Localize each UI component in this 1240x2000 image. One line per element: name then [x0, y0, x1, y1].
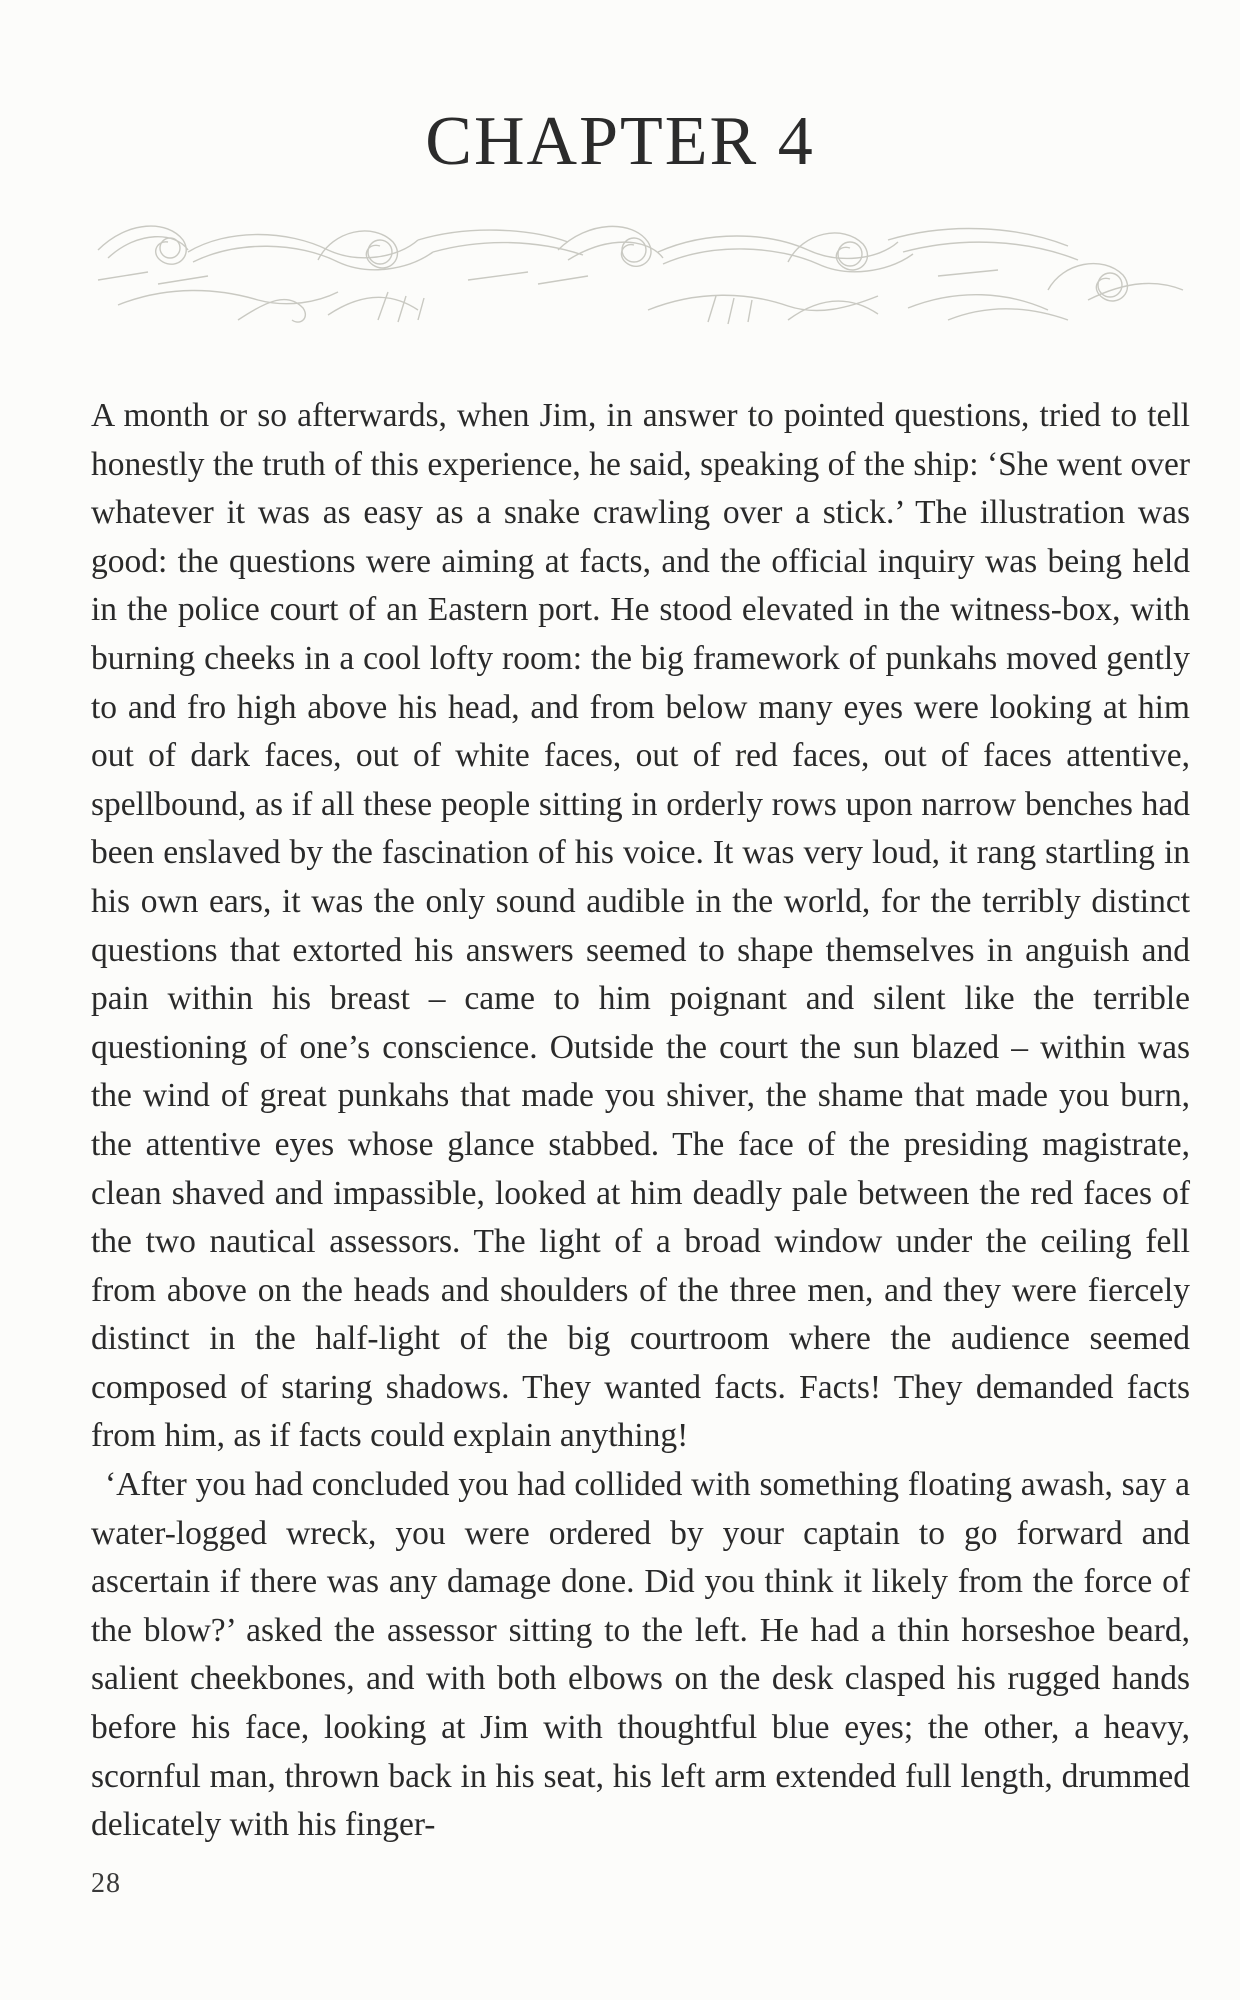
- page-number: 28: [91, 1868, 121, 1899]
- chapter-body: [91, 392, 1190, 1850]
- paragraph-1: A month or so afterwards, when Jim, in answer to pointed questions, tried to tell honestly the truth of this experience, he said, speaking of the ship: ‘She went over whatever it was as easy as a snake crawling over a stick.’ The illustration was good: the questions were aiming at facts, and the official inquiry was being held in the police court of an Eastern port. He stood elevated in the witness-box, with burning cheeks in a cool lofty room: the big framework of punkahs moved gently to and fro high above his head, and from below many eyes were looking at him out of dark faces, out of white faces, out of red faces, out of faces attentive, spellbound, as if all these people sitting in orderly rows upon narrow benches had been enslaved by the fascination of his voice. It was very loud, it rang startling in his own ears, it was the only sound audible in the world, for the terribly distinct questions that extorted his answers seemed to shape themselves in anguish and pain within his breast – came to him poignant and silent like the terrible questioning of one’s conscience. Outside the court the sun blazed – within was the wind of great punkahs that made you shiver, the shame that made you burn, the attentive eyes whose glance stabbed. The face of the presiding magistrate, clean shaved and impassible, looked at him deadly pale between the red faces of the two nautical assessors. The light of a broad window under the ceiling fell from above on the heads and shoulders of the three men, and they were fiercely distinct in the half-light of the big courtroom where the audience seemed composed of staring shadows. They wanted facts. Facts! They demanded facts from him, as if facts could explain anything!: [91, 397, 1190, 1455]
- paragraph-2: ‘After you had concluded you had collided with something floating awash, say a water-logged wreck, you were ordered by your captain to go forward and ascertain if there was any damage done. Did you think it likely from the force of the blow?’ asked the assessor sitting to the left. He had a thin horseshoe beard, salient cheekbones, and with both elbows on the desk clasped his rugged hands before his face, looking at Jim with thoughtful blue eyes; the other, a heavy, scornful man, thrown back in his seat, his left arm extended full length, drummed delicately with his finger-: [91, 1466, 1190, 1844]
- chapter-title: CHAPTER 4: [425, 103, 815, 180]
- wave-ornament-icon: [88, 180, 1188, 330]
